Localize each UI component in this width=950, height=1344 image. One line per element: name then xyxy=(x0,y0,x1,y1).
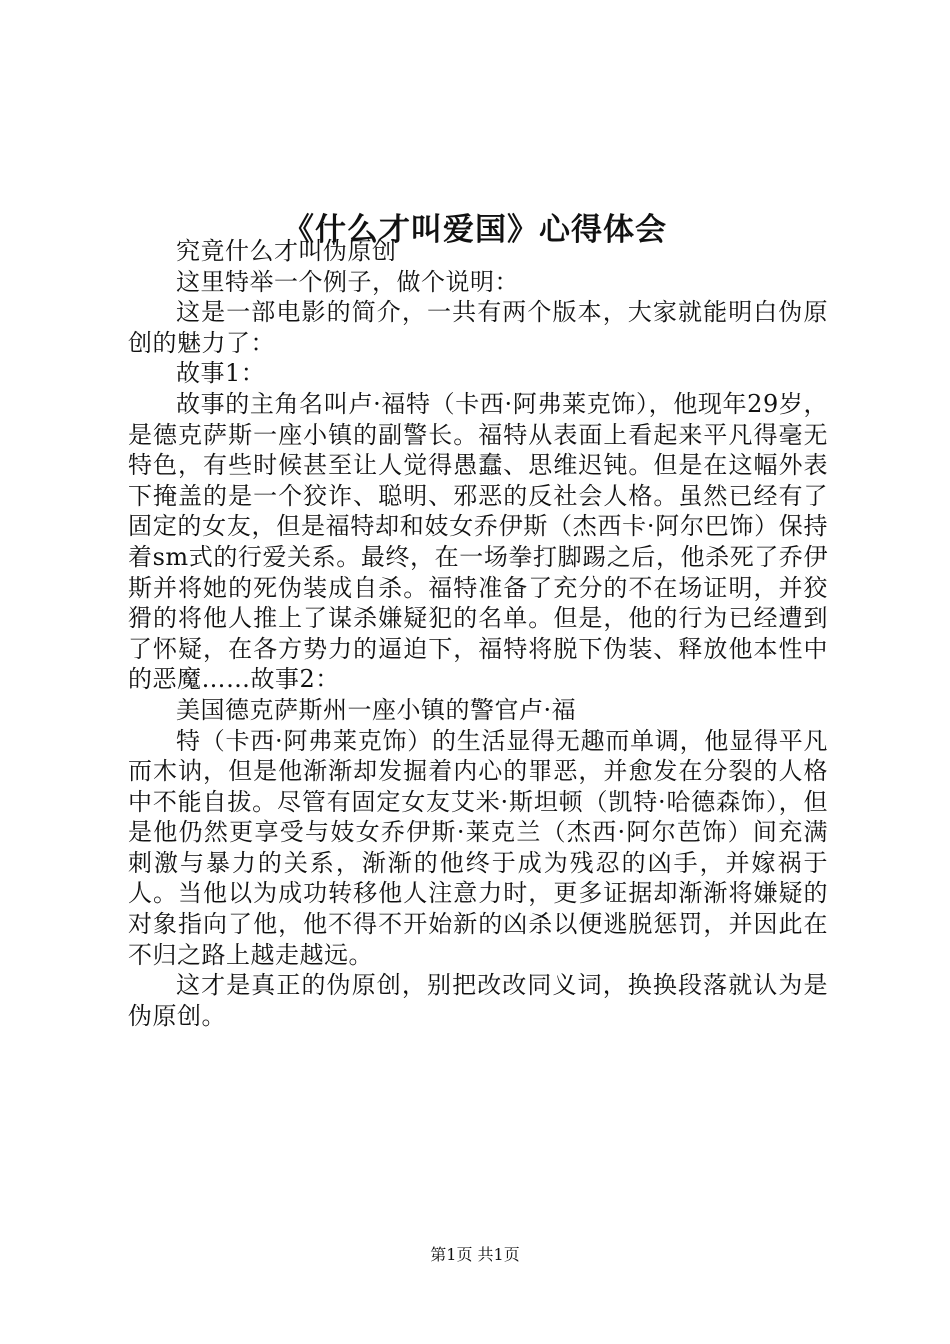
paragraph-story-1-label: 故事1： xyxy=(176,359,266,388)
paragraph-story-2-text: 特（卡西·阿弗莱克饰）的生活显得无趣而单调，他显得平凡而木讷，但是他渐渐却发掘着内心的罪恶，并愈发在分裂的人格中不能自拔。尽管有固定女友艾米·斯坦顿（凯特·哈德森饰），但是他仍然更享受与妓女乔伊斯·莱克兰（杰西·阿尔芭饰）间充满刺激与暴力的关系，渐渐的他终于成为残忍的凶手，并嫁祸于人。当他以为成功转移他人注意力时，更多证据却渐渐将嫌疑的对象指向了他，他不得不开始新的凶杀以便逃脱惩罚，并因此在不归之路上越走越远。 xyxy=(128,726,828,969)
paragraph-conclusion: 这才是真正的伪原创，别把改改同义词，换换段落就认为是伪原创。 xyxy=(128,971,828,1030)
paragraph-story-1-text: 故事的主角名叫卢·福特（卡西·阿弗莱克饰），他现年29岁，是德克萨斯一座小镇的副警长。福特从表面上看起来平凡得毫无特色，有些时候甚至让人觉得愚蠢、思维迟钝。但是在这幅外表下掩盖的是一个狡诈、聪明、邪恶的反社会人格。虽然已经有了固定的女友，但是福特却和妓女乔伊斯（杰西卡·阿尔巴饰）保持着sm式的行爱关系。最终，在一场拳打脚踢之后，他杀死了乔伊斯并将她的死伪装成自杀。福特准备了充分的不在场证明，并狡猾的将他人推上了谋杀嫌疑犯的名单。但是，他的行为已经遭到了怀疑，在各方势力的逼迫下，福特将脱下伪装、释放他本性中的恶魔……故事2： xyxy=(128,389,828,694)
paragraph-example-intro: 这里特举一个例子，做个说明： xyxy=(176,267,519,296)
document-title: 《什么才叫爱国》心得体会 xyxy=(283,211,667,248)
paragraph-intro-heading: 究竟什么才叫伪原创 xyxy=(176,237,397,265)
page-number-footer: 第1页 共1页 xyxy=(430,1245,520,1264)
document-body xyxy=(128,236,828,1031)
paragraph-story-2-opening: 美国德克萨斯州一座小镇的警官卢·福 xyxy=(176,695,577,724)
paragraph-versions-note: 这是一部电影的简介，一共有两个版本，大家就能明白伪原创的魅力了： xyxy=(128,298,828,357)
